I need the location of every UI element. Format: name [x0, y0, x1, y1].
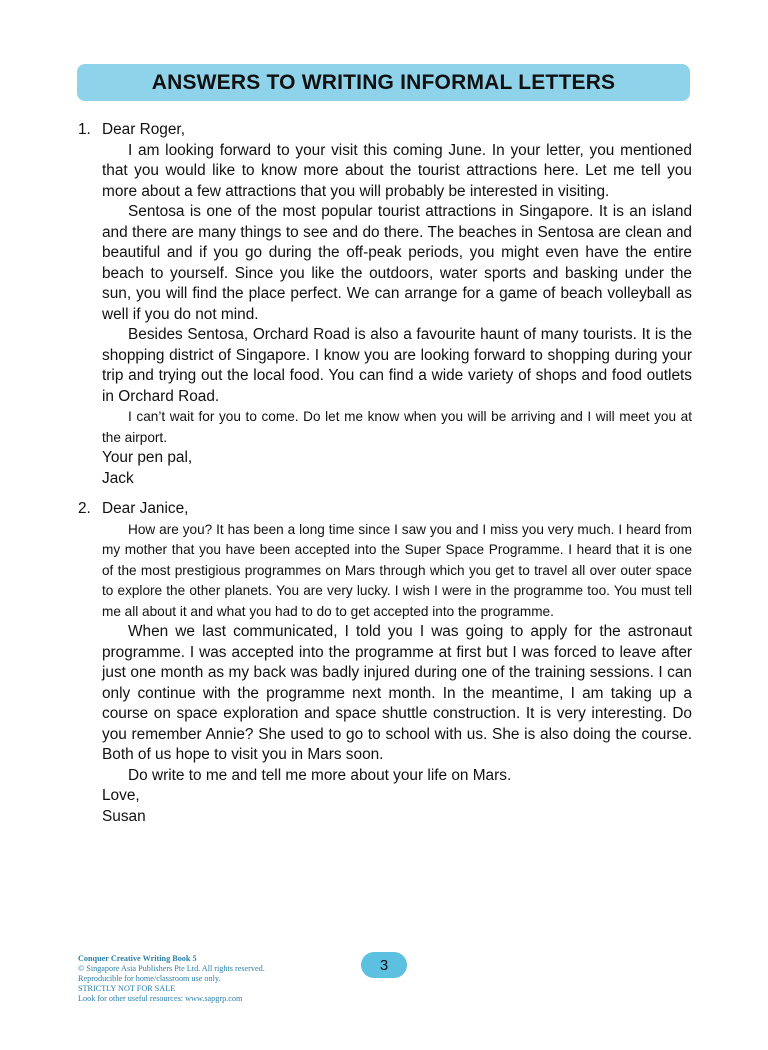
paragraph: Besides Sentosa, Orchard Road is also a favourite haunt of many tourists. It is the shopping district of Singapore. I know you are looking forward to shopping during your trip and trying out the local food. You can find a wide variety of shops and food outlets in Orchard Road. — [102, 326, 692, 405]
paragraph: How are you? It has been a long time since I saw you and I miss you very much. I heard from my mother that you have been accepted into the Super Space Programme. I heard that it is one of the most prestigious programmes on Mars through which you get to travel all over outer space to explore the other planets. You are very lucky. I wish I were in the programme too. You must tell me all about it and what you had to do to get accepted into the programme. — [102, 521, 692, 619]
paragraph: When we last communicated, I told you I was going to apply for the astronaut programme. I was accepted into the programme at first but I was forced to leave after just one month as my back was badly injured during one of the training sessions. I can only continue with the programme next month. In the meantime, I am taking up a course on space exploration and space shuttle construction. It is very interesting. Do you remember Annie? She used to go to school with us. She is also doing the course. Both of us hope to visit you in Mars soon. — [102, 623, 692, 763]
closing: Your pen pal, — [102, 449, 193, 466]
paragraph: I am looking forward to your visit this coming June. In your letter, you mentioned that you would like to know more about the tourist attractions here. Let me tell you more about a few attractions that you will probably be interested in visiting. — [102, 141, 692, 200]
paragraph: Do write to me and tell me more about your life on Mars. — [128, 766, 512, 784]
paragraph: I can’t wait for you to come. Do let me know when you will be arriving and I will meet you at the airport. — [102, 409, 692, 445]
book-title: Conquer Creative Writing Book 5 — [78, 954, 197, 963]
letter-number: 2. — [78, 500, 91, 517]
resources-line: Look for other useful resources: www.sapgrp.com — [78, 994, 243, 1003]
closing: Love, — [102, 787, 140, 804]
answers-content — [78, 120, 692, 837]
page-title: ANSWERS TO WRITING INFORMAL LETTERS — [151, 70, 616, 94]
letter-2-salutation-line — [78, 499, 692, 520]
letter-2 — [78, 499, 692, 827]
salutation: Dear Roger, — [102, 121, 185, 138]
salutation: Dear Janice, — [102, 500, 189, 517]
letter-1-body — [78, 141, 692, 490]
letter-1 — [78, 120, 692, 489]
letter-1-salutation-line — [78, 120, 692, 141]
page-number: 3 — [379, 956, 389, 974]
sale-note: STRICTLY NOT FOR SALE — [78, 984, 176, 993]
letter-number: 1. — [78, 121, 91, 138]
usage-note: Reproducible for home/classroom use only. — [78, 974, 221, 983]
signature: Jack — [102, 469, 134, 487]
page-number-badge — [361, 952, 407, 978]
copyright-line: © Singapore Asia Publishers Pte Ltd. All rights reserved. — [78, 964, 265, 973]
publisher-footer — [78, 954, 338, 1004]
signature: Susan — [102, 807, 146, 825]
title-banner — [77, 64, 690, 101]
letter-2-body — [78, 520, 692, 828]
paragraph: Sentosa is one of the most popular tourist attractions in Singapore. It is an island and there are many things to see and do there. The beaches in Sentosa are clean and beautiful and if you go during the off-peak periods, you might even have the entire beach to yourself. Since you like the outdoors, water sports and basking under the sun, you will find the place perfect. We can arrange for a game of beach volleyball as well if you do not mind. — [102, 203, 692, 323]
